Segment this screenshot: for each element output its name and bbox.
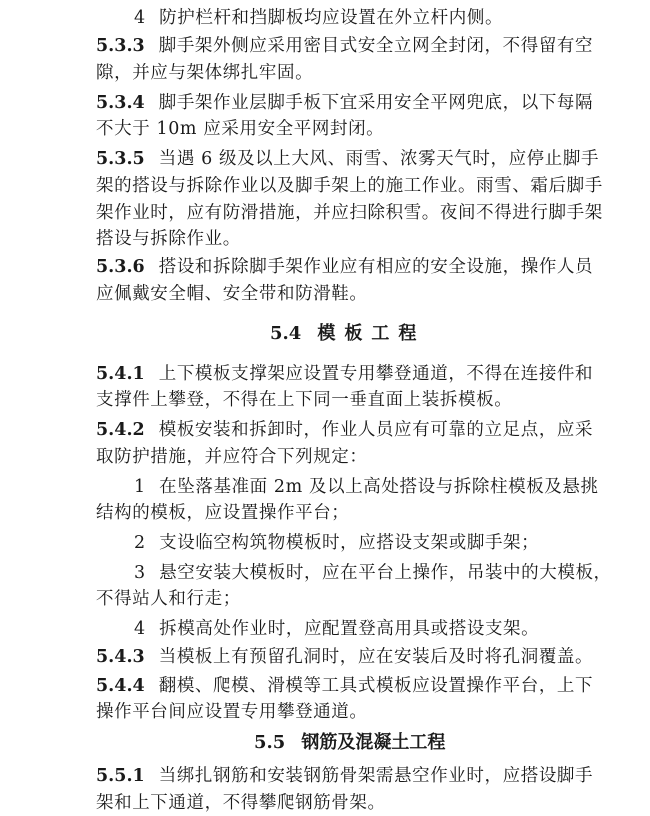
clause-text: 搭设和拆除脚手架作业应有相应的安全设施，操作人员 xyxy=(158,257,594,278)
clause-continuation xyxy=(96,173,603,199)
clause-text: 架的搭设与拆除作业以及脚手架上的施工作业。雨雪、霜后脚手 xyxy=(96,176,603,196)
clause-text: 应佩戴安全帽、安全带和防滑鞋。 xyxy=(96,283,368,304)
clause-5-4-2 xyxy=(96,417,593,443)
list-item xyxy=(134,474,599,500)
item-number: 4 xyxy=(134,619,146,639)
clause-number: 5.3.3 xyxy=(96,36,145,57)
clause-5-3-4 xyxy=(96,90,593,116)
clause-continuation xyxy=(96,60,313,86)
clause-number: 5.3.5 xyxy=(96,149,145,170)
clause-5-5-1 xyxy=(96,763,593,789)
clause-5-3-6 xyxy=(96,254,593,280)
clause-text: 模板安装和拆卸时，作业人员应有可靠的立足点，应采 xyxy=(158,420,594,441)
section-number: 5.5 xyxy=(254,732,286,754)
item-text: 防护栏杆和挡脚板均应设置在外立杆内侧。 xyxy=(159,8,504,28)
section-title: 模板工程 xyxy=(317,322,426,344)
clause-text: 当遇 6 级及以上大风、雨雪、浓雾天气时，应停止脚手 xyxy=(158,149,600,170)
list-item xyxy=(134,560,612,586)
clause-text: 不大于 10m 应采用安全平网封闭。 xyxy=(96,119,385,140)
clause-text: 操作平台间应设置专用攀登通道。 xyxy=(96,702,368,723)
clause-text: 架作业时，应有防滑措施，并应扫除积雪。夜间不得进行脚手架 xyxy=(96,202,603,223)
clause-text: 架和上下通道，不得攀爬钢筋骨架。 xyxy=(96,793,386,813)
clause-number: 5.4.2 xyxy=(96,420,145,441)
item-text: 支设临空构筑物模板时，应搭设支架或脚手架； xyxy=(159,533,540,554)
item-text: 在坠落基准面 2m 及以上高处搭设与拆除柱模板及悬挑 xyxy=(159,476,599,497)
item-number: 3 xyxy=(134,562,146,583)
section-heading-5-5 xyxy=(254,729,445,757)
clause-text: 搭设与拆除作业。 xyxy=(96,229,241,250)
item-text: 不得站人和行走； xyxy=(96,589,241,609)
list-item-continuation xyxy=(96,586,241,612)
clause-text: 当模板上有预留孔洞时，应在安装后及时将孔洞覆盖。 xyxy=(158,647,594,668)
clause-text: 脚手架作业层脚手板下宜采用安全平网兜底，以下每隔 xyxy=(158,92,594,113)
clause-text: 脚手架外侧应采用密目式安全立网全封闭，不得留有空 xyxy=(158,36,594,57)
clause-text: 翻模、爬模、滑模等工具式模板应设置操作平台，上下 xyxy=(158,675,594,696)
list-item xyxy=(134,5,503,31)
list-item xyxy=(134,616,539,642)
clause-continuation xyxy=(96,116,384,142)
clause-continuation xyxy=(96,387,512,413)
clause-5-3-5 xyxy=(96,146,599,172)
clause-5-4-1 xyxy=(96,361,593,387)
clause-continuation xyxy=(96,200,603,226)
clause-text: 隙，并应与架体绑扎牢固。 xyxy=(96,62,314,83)
clause-continuation xyxy=(96,281,368,307)
list-item-continuation xyxy=(96,500,349,526)
clause-number: 5.4.1 xyxy=(96,363,145,384)
item-number: 1 xyxy=(134,476,146,497)
clause-text: 上下模板支撑架应设置专用攀登通道，不得在连接件和 xyxy=(158,363,594,384)
clause-number: 5.4.4 xyxy=(96,675,145,696)
clause-text: 取防护措施，并应符合下列规定： xyxy=(96,446,368,467)
clause-continuation xyxy=(96,226,241,252)
clause-number: 5.5.1 xyxy=(96,766,145,787)
clause-number: 5.3.4 xyxy=(96,92,145,113)
clause-continuation xyxy=(96,699,368,725)
clause-5-4-3 xyxy=(96,644,593,670)
section-number: 5.4 xyxy=(270,322,302,344)
clause-number: 5.3.6 xyxy=(96,257,145,278)
item-text: 结构的模板，应设置操作平台； xyxy=(96,503,350,524)
clause-continuation xyxy=(96,444,368,470)
item-number: 4 xyxy=(134,8,146,28)
section-title: 钢筋及混凝土工程 xyxy=(301,732,446,754)
item-number: 2 xyxy=(134,533,146,554)
clause-5-3-3 xyxy=(96,33,593,59)
clause-number: 5.4.3 xyxy=(96,647,145,668)
list-item xyxy=(134,530,539,556)
clause-5-4-4 xyxy=(96,673,593,699)
item-text: 拆模高处作业时，应配置登高用具或搭设支架。 xyxy=(159,619,540,639)
clause-text: 支撑件上攀登，不得在上下同一垂直面上装拆模板。 xyxy=(96,390,513,411)
item-text: 悬空安装大模板时，应在平台上操作，吊装中的大模板， xyxy=(159,562,612,583)
clause-continuation xyxy=(96,790,386,816)
clause-text: 当绑扎钢筋和安装钢筋骨架需悬空作业时，应搭设脚手 xyxy=(158,766,594,787)
section-heading-5-4 xyxy=(270,320,425,348)
